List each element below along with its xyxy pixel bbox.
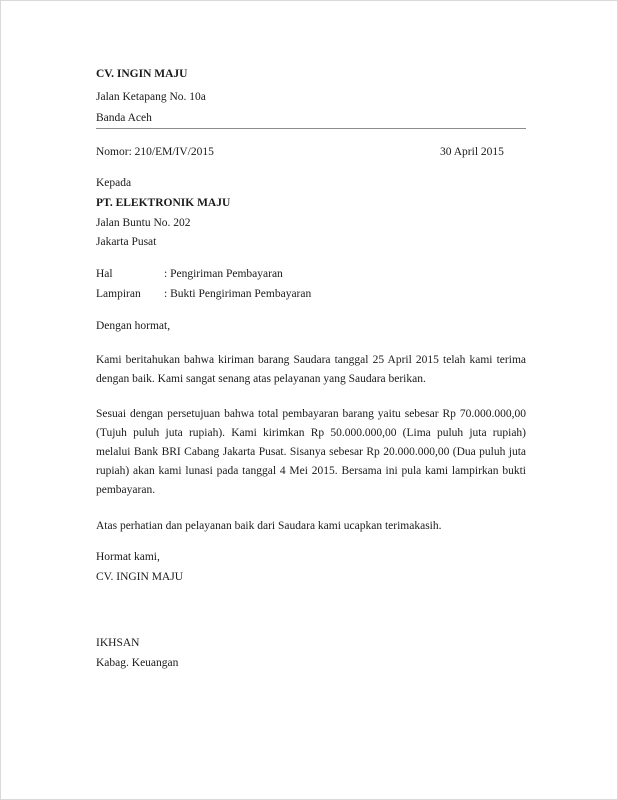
closing-company: CV. INGIN MAJU: [96, 571, 184, 583]
signer-title: Kabag. Keuangan: [96, 657, 179, 669]
body-paragraph-1: Kami beritahukan bahwa kiriman barang Saudara tanggal 25 April 2015 telah kami terima dengan baik. Kami sangat senang atas pelayanan yang Saudara berikan.: [96, 354, 526, 385]
greeting: Dengan hormat,: [96, 320, 171, 332]
letterhead-divider: [96, 128, 526, 129]
subject-value: : Pengiriman Pembayaran: [164, 268, 283, 280]
attachment-value: : Bukti Pengiriman Pembayaran: [164, 288, 312, 300]
recipient-name: PT. ELEKTRONIK MAJU: [96, 197, 231, 209]
attachment-label: Lampiran: [96, 288, 141, 300]
recipient-to-label: Kepada: [96, 177, 132, 189]
sender-address-city: Banda Aceh: [96, 112, 152, 124]
recipient-address-street: Jalan Buntu No. 202: [96, 217, 191, 229]
subject-label: Hal: [96, 268, 113, 280]
body-paragraph-2: Sesuai dengan persetujuan bahwa total pembayaran barang yaitu sebesar Rp 70.000.000,00 (Tujuh puluh juta rupiah). Kami kirimkan Rp 50.000.000,00 (Lima puluh juta rupiah) melalui Bank BRI Cabang Jakarta Pusat. Sisanya sebesar Rp 20.000.000,00 (Dua puluh juta rupiah) akan kami lunasi pada tanggal 4 Mei 2015. Bersama ini pula kami lampirkan bukti pembayaran.: [96, 408, 526, 496]
signer-name: IKHSAN: [96, 637, 140, 649]
closing-salutation: Hormat kami,: [96, 551, 160, 563]
recipient-address-city: Jakarta Pusat: [96, 236, 157, 248]
sender-address-street: Jalan Ketapang No. 10a: [96, 91, 206, 103]
sender-company: CV. INGIN MAJU: [96, 68, 188, 80]
letter-date: 30 April 2015: [440, 146, 504, 158]
body-paragraph-3: Atas perhatian dan pelayanan baik dari Saudara kami ucapkan terimakasih.: [96, 520, 442, 532]
letter-number: Nomor: 210/EM/IV/2015: [96, 146, 214, 158]
